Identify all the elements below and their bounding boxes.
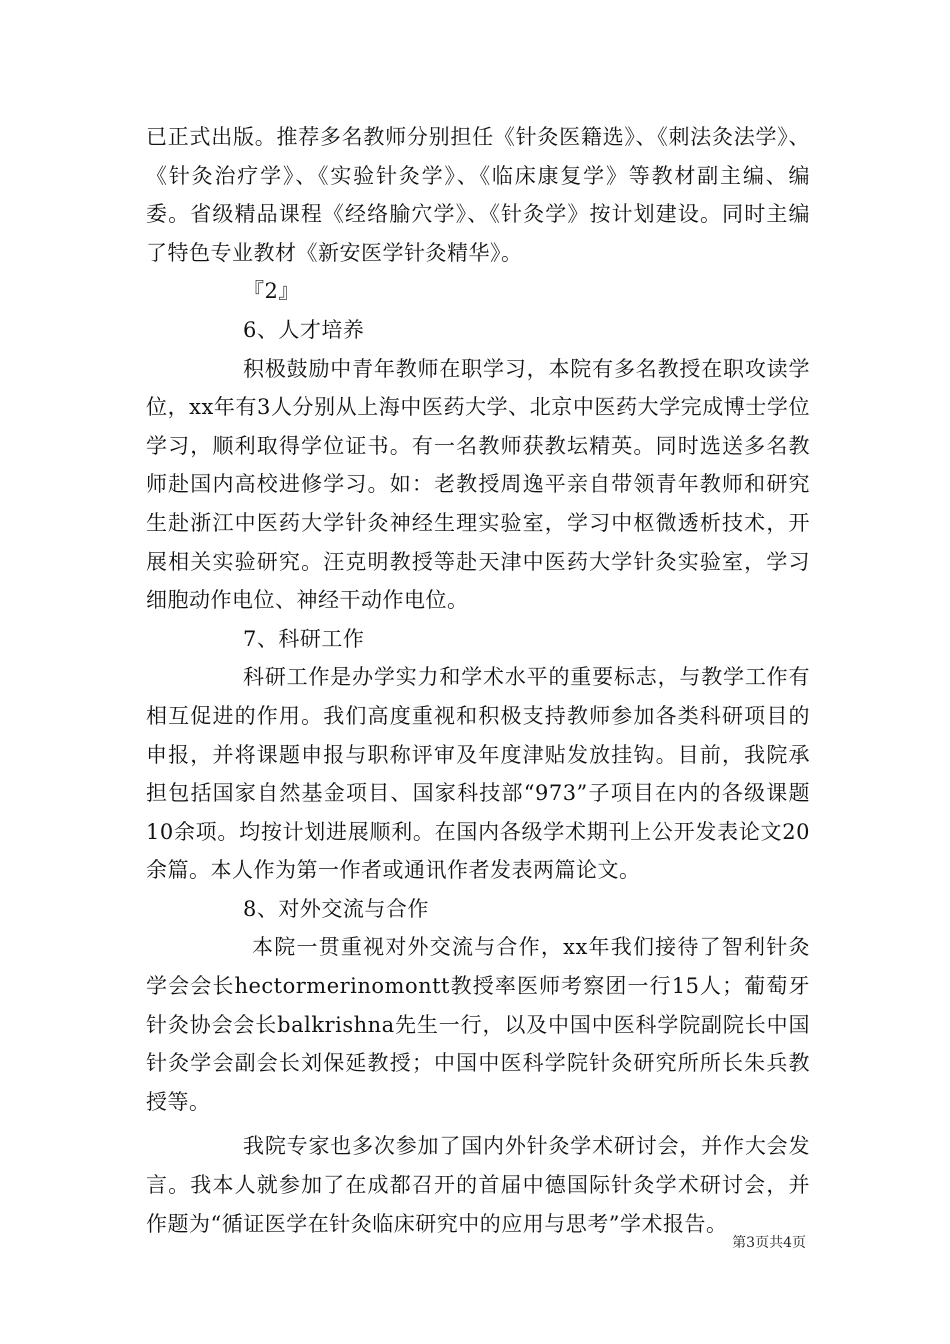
paragraph-research-work: 科研工作是办学实力和学术水平的重要标志，与教学工作有相互促进的作用。我们高度重视和积极支持教师参加各类科研项目的申报，并将课题申报与职称评审及年度津贴发放挂钩。目前，我院承担包括国家自然基金项目、国家科技部“973”子项目在内的各级课题10余项。均按计划进展顺利。在国内各级学术期刊上公开发表论文20余篇。本人作为第一作者或通讯作者发表两篇论文。	[146, 665, 810, 883]
heading-external-exchange: 8、对外交流与合作	[243, 896, 429, 921]
page-number-footer: 第3页共4页	[732, 1235, 806, 1251]
heading-research-work: 7、科研工作	[243, 626, 365, 651]
heading-talent-training: 6、人才培养	[243, 317, 365, 342]
section-marker: 『2』	[243, 279, 300, 304]
document-body	[146, 118, 810, 1243]
paragraph-external-exchange: 本院一贯重视对外交流与合作，xx年我们接待了智利针灸学会会长hectormerinomontt教授率医师考察团一行15人；葡萄牙针灸协会会长balkrishna先生一行，以及中国中医科学院副院长中国针灸学会副会长刘保延教授；中国中医科学院针灸研究所所长朱兵教授等。	[146, 935, 810, 1114]
paragraph-textbook-publications: 已正式出版。推荐多名教师分别担任《针灸医籍选》、《刺法灸法学》、《针灸治疗学》、《实验针灸学》、《临床康复学》等教材副主编、编委。省级精品课程《经络腧穴学》、《针灸学》按计划建设。同时主编了特色专业教材《新安医学针灸精华》。	[146, 125, 810, 265]
paragraph-talent-training: 积极鼓励中青年教师在职学习，本院有多名教授在职攻读学位，xx年有3人分别从上海中医药大学、北京中医药大学完成博士学位学习，顺利取得学位证书。有一名教师获教坛精英。同时选送多名教师赴国内高校进修学习。如：老教授周逸平亲自带领青年教师和研究生赴浙江中医药大学针灸神经生理实验室，学习中枢微透析技术，开展相关实验研究。汪克明教授等赴天津中医药大学针灸实验室，学习细胞动作电位、神经干动作电位。	[146, 356, 810, 613]
paragraph-academic-conferences: 我院专家也多次参加了国内外针灸学术研讨会，并作大会发言。我本人就参加了在成都召开的首届中德国际针灸学术研讨会，并作题为“循证医学在针灸临床研究中的应用与思考”学术报告。	[146, 1134, 810, 1236]
